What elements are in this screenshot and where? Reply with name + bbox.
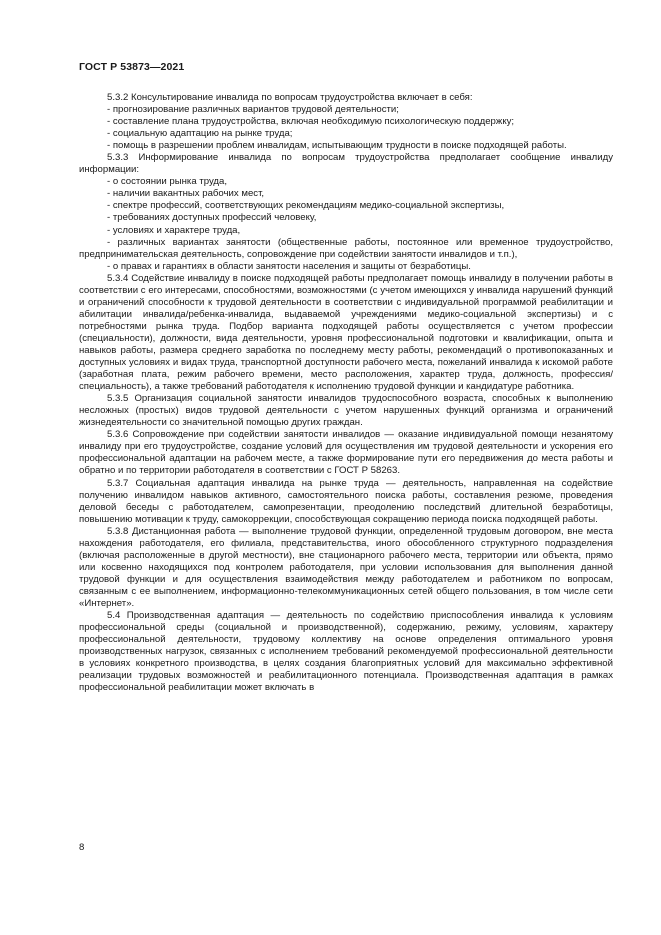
list-item: - наличии вакантных рабочих мест, bbox=[107, 188, 265, 200]
list-item: - о правах и гарантиях в области занятости населения и защиты от безработицы. bbox=[107, 260, 471, 272]
clause-5-3-6: 5.3.6 Сопровождение при содействии занятости инвалидов — оказание индивидуальной помощи незанятому инвалиду при его трудоустройстве, создание условий для осуществления им трудовой деятельности и ускорения его профессиональной адаптации на рабочем месте, а также формирование пути его передвижения до места работы и обратно и по территории работодателя в соответствии с ГОСТ Р 58263. bbox=[79, 429, 613, 477]
list-item: - помощь в разрешении проблем инвалидам, испытывающим трудности в поиске подходящей работы. bbox=[107, 140, 567, 152]
clause-5-3-2: 5.3.2 Консультирование инвалида по вопросам трудоустройства включает в себя: bbox=[107, 92, 473, 103]
list-item: - различных вариантах занятости (общественные работы, постоянное или временное трудоустройство, предпринимательская деятельность, сопровождение при содействии занятости инвалидов и т.п.), bbox=[79, 236, 613, 260]
clause-5-3-4: 5.3.4 Содействие инвалиду в поиске подходящей работы предполагает помощь инвалиду в получении работы в соответствии с его интересами, способностями, возможностями (с учетом имеющихся у инвалида нарушений функций и ограничений способности к трудовой деятельности в соответствии с индивидуальной программой реабилитации и абилитации инвалида/ребенка-инвалида, выдаваемой учреждениями медико-социальной экспертизы) и с потребностями рынка труда. Подбор варианта подходящей работы осуществляется с учетом профессии (специальности), должности, вида деятельности, уровня профессиональной подготовки и квалификации, опыта и навыков работы, размера среднего заработка по последнему месту работы, рекомендаций о противопоказанных и доступных условиях и видах труда, транспортной доступности рабочего места, пожеланий инвалида к искомой работе (заработная плата, режим рабочего времени, место расположения, характер труда, должность, профессия/специальность), а также требований работодателя к исполнению трудовой функции и кандидатуре работника. bbox=[79, 272, 613, 393]
clause-5-4: 5.4 Производственная адаптация — деятельность по содействию приспособления инвалида к условиям профессиональной среды (социальной и производственной), содержанию, режиму, условиям, характеру профессиональной деятельности, трудовому коллективу на основе определения оптимального уровня производственных нагрузок, связанных с исполнением требований рекомендуемой профессиональной деятельности в условиях конкретного производства, в целях создания благоприятных условий для максимально эффективной реализации трудовых возможностей и реабилитационного потенциала. Производственная адаптация в рамках профессиональной реабилитации может включать в bbox=[79, 610, 613, 694]
clause-5-3-3: 5.3.3 Информирование инвалида по вопросам трудоустройства предполагает сообщение инвалиду информации: bbox=[79, 152, 613, 176]
list-item: - требованиях доступных профессий человеку, bbox=[107, 212, 317, 224]
page-number: 8 bbox=[79, 842, 85, 853]
clause-5-3-5: 5.3.5 Организация социальной занятости инвалидов трудоспособного возраста, способных к выполнению несложных (простых) видов трудовой деятельности с учетом нарушенных функций организма и ограничений жизнедеятельности со значительной помощью других граждан. bbox=[79, 393, 613, 429]
list-item: - социальную адаптацию на рынке труда; bbox=[107, 128, 293, 140]
list-item: - условиях и характере труда, bbox=[107, 224, 241, 236]
list-item: - о состоянии рынка труда, bbox=[107, 176, 228, 188]
document-header: ГОСТ Р 53873—2021 bbox=[79, 61, 185, 73]
document-body bbox=[79, 92, 613, 694]
list-item: - составление плана трудоустройства, включая необходимую психологическую поддержку; bbox=[107, 116, 515, 128]
list-item: - прогнозирование различных вариантов трудовой деятельности; bbox=[107, 104, 399, 116]
clause-5-3-7: 5.3.7 Социальная адаптация инвалида на рынке труда — деятельность, направленная на содействие получению инвалидом навыков активного, самостоятельного поиска работы, составления резюме, проведения деловой беседы с работодателем, самопрезентации, преодолению последствий длительной безработицы, повышению мотивации к труду, самокоррекции, способствующая сокращению периода поиска подходящей работы. bbox=[79, 477, 613, 525]
list-item: - спектре профессий, соответствующих рекомендациям медико-социальной экспертизы, bbox=[107, 200, 505, 212]
clause-5-3-8: 5.3.8 Дистанционная работа — выполнение трудовой функции, определенной трудовым договором, вне места нахождения работодателя, его филиала, представительства, иного обособленного структурного подразделения (включая расположенные в другой местности), вне стационарного рабочего места, территории или объекта, прямо или косвенно находящихся под контролем работодателя, при условии использования для выполнения данной трудовой функции и для осуществления взаимодействия между работодателем и работником по вопросам, связанным с ее выполнением, информационно-телекоммуникационных сетей общего пользования, в том числе сети «Интернет». bbox=[79, 525, 613, 609]
